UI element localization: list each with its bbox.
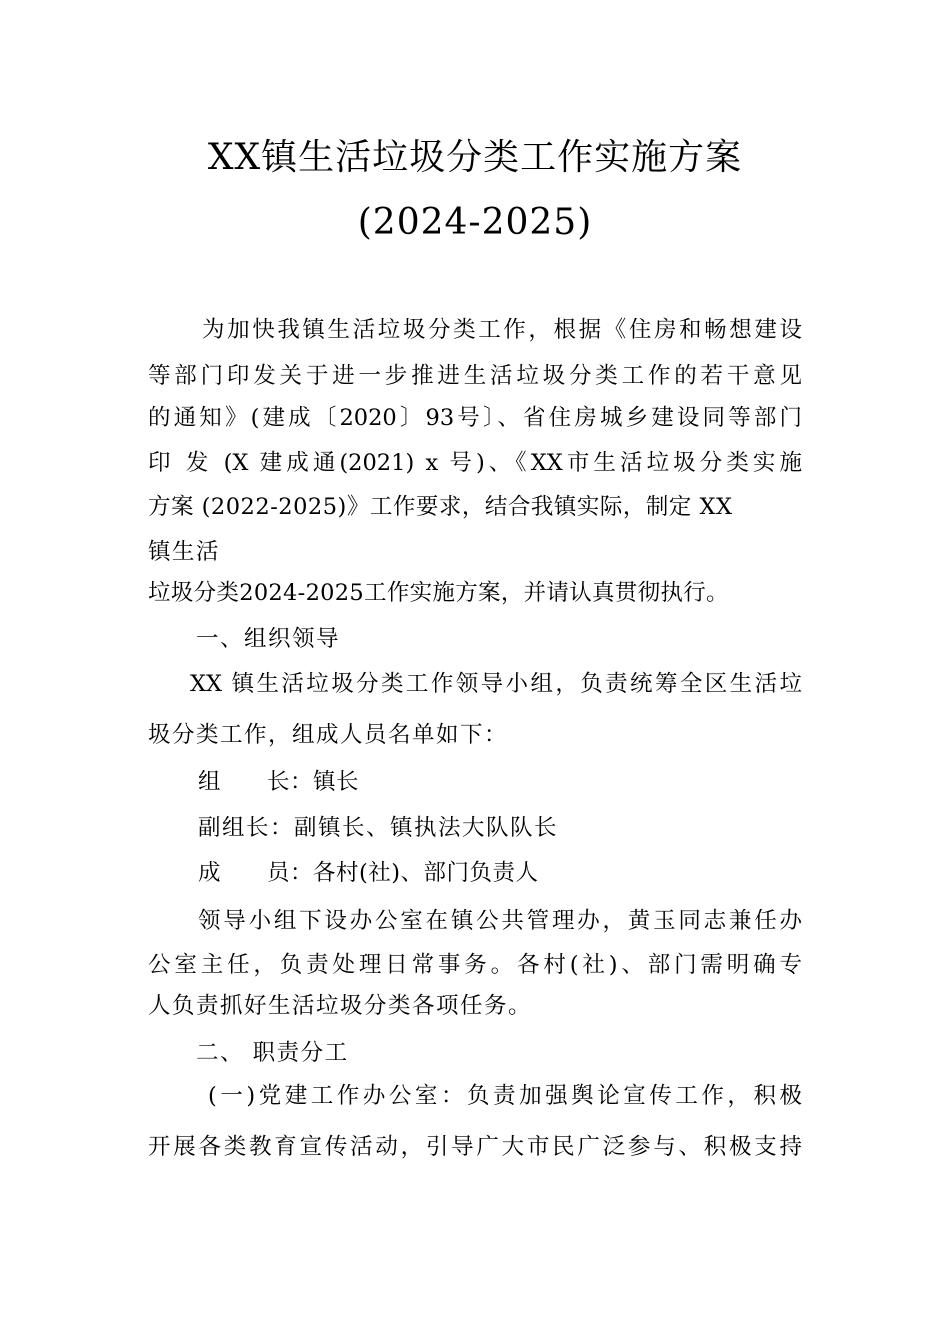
section-2-para-line-2: 开展各类教育宣传活动，引导广大市民广泛参与、积极支持: [148, 1134, 802, 1160]
intro-line-4: 印 发 (X 建成通(2021) x 号)、《XX市生活垃圾分类实施: [148, 450, 802, 476]
office-line-2: 公室主任，负责处理日常事务。各村(社)、部门需明确专: [148, 952, 802, 978]
intro-line-1: 为加快我镇生活垃圾分类工作，根据《住房和畅想建设: [202, 317, 802, 343]
section-2-para-line-1: (一)党建工作办公室：负责加强舆论宣传工作，积极: [208, 1083, 802, 1109]
intro-line-3: 的通知》(建成〔2020〕93号〕、省住房城乡建设同等部门: [148, 405, 802, 431]
section-2-heading: 二、 职责分工: [196, 1040, 349, 1066]
document-title: XX镇生活垃圾分类工作实施方案: [207, 137, 743, 178]
member-members: 成 员：各村(社)、部门负责人: [198, 860, 539, 886]
section-1-para-line-2: 圾分类工作，组成人员名单如下：: [148, 722, 509, 748]
intro-line-6: 镇生活: [148, 539, 221, 565]
member-deputy: 副组长：副镇长、镇执法大队队长: [198, 815, 559, 841]
office-line-3: 人负责抓好生活垃圾分类各项任务。: [148, 993, 533, 1019]
intro-line-7: 垃圾分类2024-2025工作实施方案，并请认真贯彻执行。: [148, 580, 729, 606]
section-1-heading: 一、组织领导: [196, 626, 341, 652]
office-line-1: 领导小组下设办公室在镇公共管理办，黄玉同志兼任办: [198, 908, 802, 934]
intro-line-2: 等部门印发关于进一步推进生活垃圾分类工作的若干意见: [148, 363, 802, 389]
intro-line-5: 方案 (2022-2025)》工作要求，结合我镇实际，制定 XX: [148, 494, 733, 520]
section-1-para-line-1: XX 镇生活垃圾分类工作领导小组，负责统筹全区生活垃: [190, 671, 802, 697]
document-subtitle: (2024-2025): [357, 202, 593, 243]
member-leader: 组 长：镇长: [198, 769, 360, 795]
